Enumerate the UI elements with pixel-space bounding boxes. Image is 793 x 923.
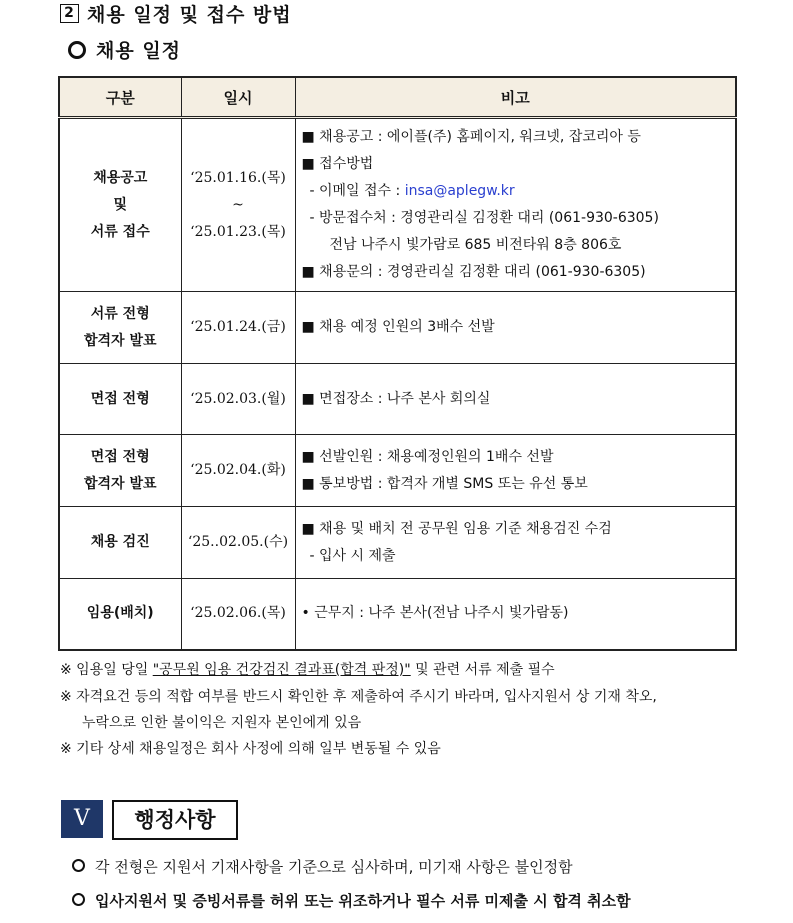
table-header-row [59,77,736,118]
table-row [59,435,736,507]
footnote-3: ※ 기타 상세 채용일정은 회사 사정에 의해 일부 변동될 수 있음 [60,741,441,757]
table-row [59,507,736,579]
row-category: 채용공고 및 서류 접수 [59,118,181,292]
header-notes: 비고 [295,77,736,118]
circle-bullet-icon [72,859,85,872]
row-notes: ■ 면접장소 : 나주 본사 회의실 [295,364,736,435]
row-date: ‘25..02.05.(수) [181,507,295,579]
footnote-2-line1: ※ 자격요건 등의 적합 여부를 반드시 확인한 후 제출하여 주시기 바라며, 입사지원서 상 기재 착오, [60,689,657,705]
section-number-box: 2 [60,4,79,23]
row-notes: ■ 채용 및 배치 전 공무원 임용 기준 채용검진 수검 - 입사 시 제출 [295,507,736,579]
row-notes: ■ 채용공고 : 에이플(주) 홈페이지, 워크넷, 잡코리아 등 ■ 접수방법 - 이메일 접수 : insa@aplegw.kr - 방문접수처 : 경영관리실 김정환 대리 (061-930-6305) 전남 나주시 빛가람로 685 비전타워 8층 806호 ■ 채용문의 : 경영관리실 김정환 대리 (061-930-6305) [295,118,736,292]
header-date: 일시 [181,77,295,118]
header-category: 구분 [59,77,181,118]
row-category: 임용(배치) [59,579,181,650]
circle-bullet-icon [68,41,86,59]
footnote-1: ※ 임용일 당일 "공무원 임용 건강검진 결과표(합격 판정)" 및 관련 서류 제출 필수 [60,662,555,678]
circle-bullet-icon [72,893,85,906]
table-row [59,364,736,435]
row-notes: ■ 채용 예정 인원의 3배수 선발 [295,292,736,364]
row-date: ‘25.01.24.(금) [181,292,295,364]
table-row [59,579,736,650]
row-category: 면접 전형 [59,364,181,435]
schedule-table [58,76,737,651]
footnote-2-line2: 누락으로 인한 불이익은 지원자 본인에게 있음 [82,715,362,731]
subsection-title [68,36,181,63]
table-row [59,292,736,364]
row-date: ‘25.01.16.(목) ~ ‘25.01.23.(목) [181,118,295,292]
admin-item-2: 입사지원서 및 증빙서류를 허위 또는 위조하거나 필수 서류 미제출 시 합격 취소함 [72,890,631,911]
admin-item-1: 각 전형은 지원서 기재사항을 기준으로 심사하며, 미기재 사항은 불인정함 [72,856,573,877]
row-date: ‘25.02.04.(화) [181,435,295,507]
footnote-1-underlined: "공무원 임용 건강검진 결과표(합격 판정)" [152,662,411,678]
row-category: 채용 검진 [59,507,181,579]
subsection-title-text: 채용 일정 [96,40,182,62]
row-notes: ■ 선발인원 : 채용예정인원의 1배수 선발 ■ 통보방법 : 합격자 개별 SMS 또는 유선 통보 [295,435,736,507]
row-category: 서류 전형 합격자 발표 [59,292,181,364]
row-date: ‘25.02.03.(월) [181,364,295,435]
table-row [59,118,736,292]
section-numeral-box: V [61,800,103,838]
email-link[interactable]: insa@aplegw.kr [404,183,515,199]
row-category: 면접 전형 합격자 발표 [59,435,181,507]
row-date: ‘25.02.06.(목) [181,579,295,650]
admin-section-title: 행정사항 [112,800,238,840]
row-notes: • 근무지 : 나주 본사(전남 나주시 빛가람동) [295,579,736,650]
section-title-text: 채용 일정 및 접수 방법 [87,4,292,26]
section-title [60,0,292,27]
